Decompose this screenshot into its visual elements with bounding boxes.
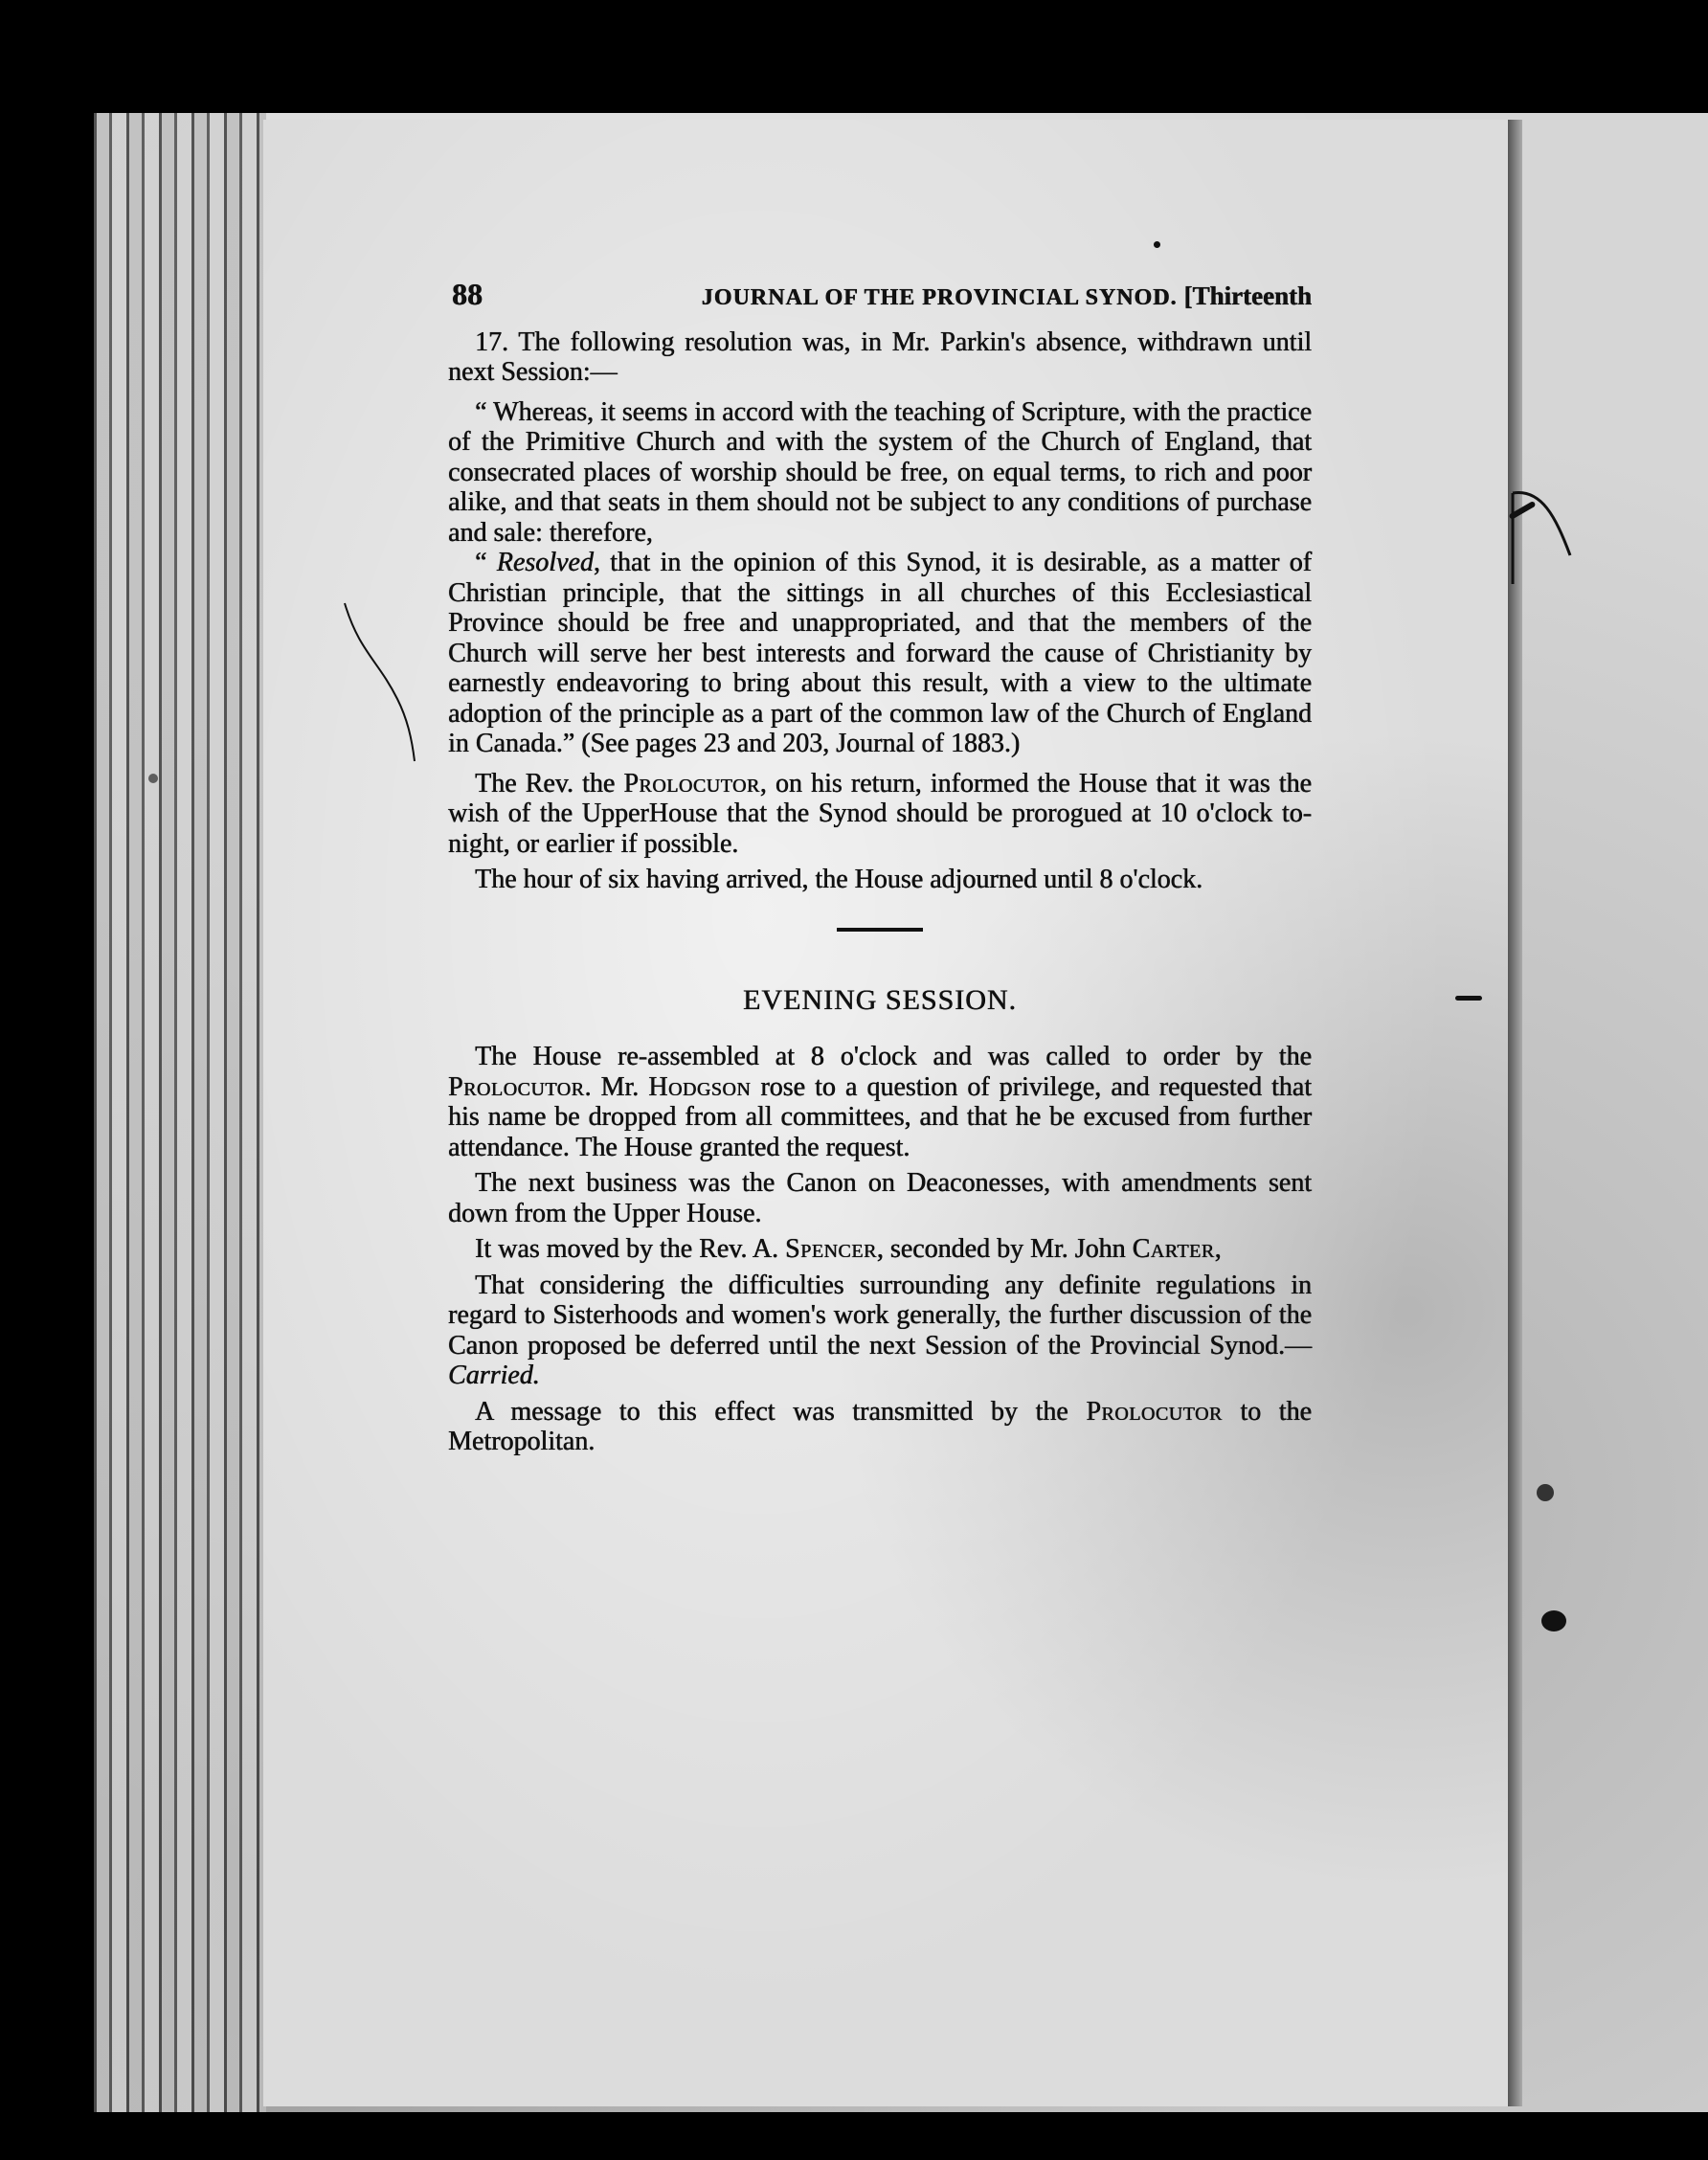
resolved-word: Resolved	[496, 548, 594, 577]
name-carter: Carter	[1132, 1234, 1215, 1264]
running-title-text: JOURNAL OF THE PROVINCIAL SYNOD.	[701, 285, 1178, 310]
text-run: to the Metropolitan.	[448, 1396, 1312, 1456]
paragraph-reassembled	[448, 1042, 1312, 1162]
ink-speck	[1537, 1484, 1554, 1501]
page-gutter	[1508, 120, 1522, 2106]
running-header	[448, 277, 1312, 314]
paragraph-adjourned: The hour of six having arrived, the House adjourned until 8 o'clock.	[475, 865, 1203, 894]
ink-speck	[1154, 241, 1160, 248]
text-run: A message to this effect was transmitted by the	[475, 1396, 1087, 1427]
margin-bracket-mark	[1503, 488, 1580, 594]
carried-word: Carried.	[448, 1361, 540, 1390]
margin-pencil-mark	[340, 594, 426, 766]
quote-whereas: “ Whereas, it seems in accord with the teaching of Scripture, with the practice of the Primitive Church and with the system of the Church of England, that consecrated places of worship should be free, on equal terms, to rich and poor alike, and that seats in them should not be subject to any conditions of purchase and sale: therefore,	[448, 396, 1312, 548]
paragraph-motion	[448, 1271, 1312, 1391]
text-run: That considering the difficulties surrounding any definite regulations in regard to Sisterhoods and women's work generally, the further discussion of the Canon proposed be deferred until the next Session of the Provincial Synod.—	[448, 1270, 1312, 1361]
ink-speck	[1541, 1610, 1566, 1631]
text-run: It was moved by the Rev. A.	[475, 1234, 786, 1264]
page-number: 88	[452, 277, 483, 311]
text-run: The Rev. the	[475, 768, 624, 799]
name-prolocutor: Prolocutor	[623, 768, 760, 799]
text-run: , on his return, informed the House that it was the wish of the UpperHouse that the Synod should be prorogued at 10 o'clock to-night, or earlier if possible.	[448, 768, 1312, 859]
text-run: The House re-assembled at 8 o'clock and was called to order by the	[475, 1042, 1312, 1071]
text-run: , seconded by Mr. John	[876, 1234, 1133, 1264]
paragraph-moved	[448, 1234, 1312, 1265]
text-run: rose to a question of privilege, and requested that his name be dropped from all committees, and that he be excused from further attendance. The House granted the request.	[448, 1071, 1312, 1162]
name-prolocutor: Prolocutor	[448, 1071, 585, 1102]
page-text	[448, 277, 1312, 1457]
section-divider	[837, 928, 923, 932]
running-title	[702, 281, 1312, 314]
book-page-edges	[94, 113, 266, 2112]
section-heading: EVENING SESSION.	[743, 983, 1017, 1016]
name-hodgson: Hodgson	[648, 1071, 752, 1102]
name-spencer: Spencer	[785, 1234, 877, 1264]
text-run: ,	[1214, 1234, 1222, 1264]
quote-open: “	[475, 548, 497, 577]
paragraph-next-business: The next business was the Canon on Deaconesses, with amendments sent down from the Upper House.	[448, 1168, 1312, 1228]
ink-speck	[148, 774, 158, 783]
quote-resolved	[448, 548, 1312, 759]
running-title-right: [Thirteenth	[1183, 281, 1312, 310]
text-run: . Mr.	[584, 1071, 649, 1102]
paragraph-message	[448, 1397, 1312, 1457]
ink-speck	[1455, 996, 1482, 1001]
quote-resolved-text: , that in the opinion of this Synod, it is desirable, as a matter of Christian principle, that the sittings in all churches of this Ecclesiastical Province should be free and unappropriated, and that the members of the Church will serve her best interests and forward the cause of Christianity by earnestly endeavoring to bring about this result, with a view to the ultimate adoption of the principle as a part of the common law of the Church of England in Canada.” (See pages 23 and 203, Journal of 1883.)	[448, 548, 1312, 758]
name-prolocutor: Prolocutor	[1086, 1396, 1223, 1427]
paragraph-withdrawn-resolution: 17. The following resolution was, in Mr. Parkin's absence, withdrawn until next Session:—	[448, 326, 1312, 387]
paragraph-prolocutor-return	[448, 769, 1312, 860]
